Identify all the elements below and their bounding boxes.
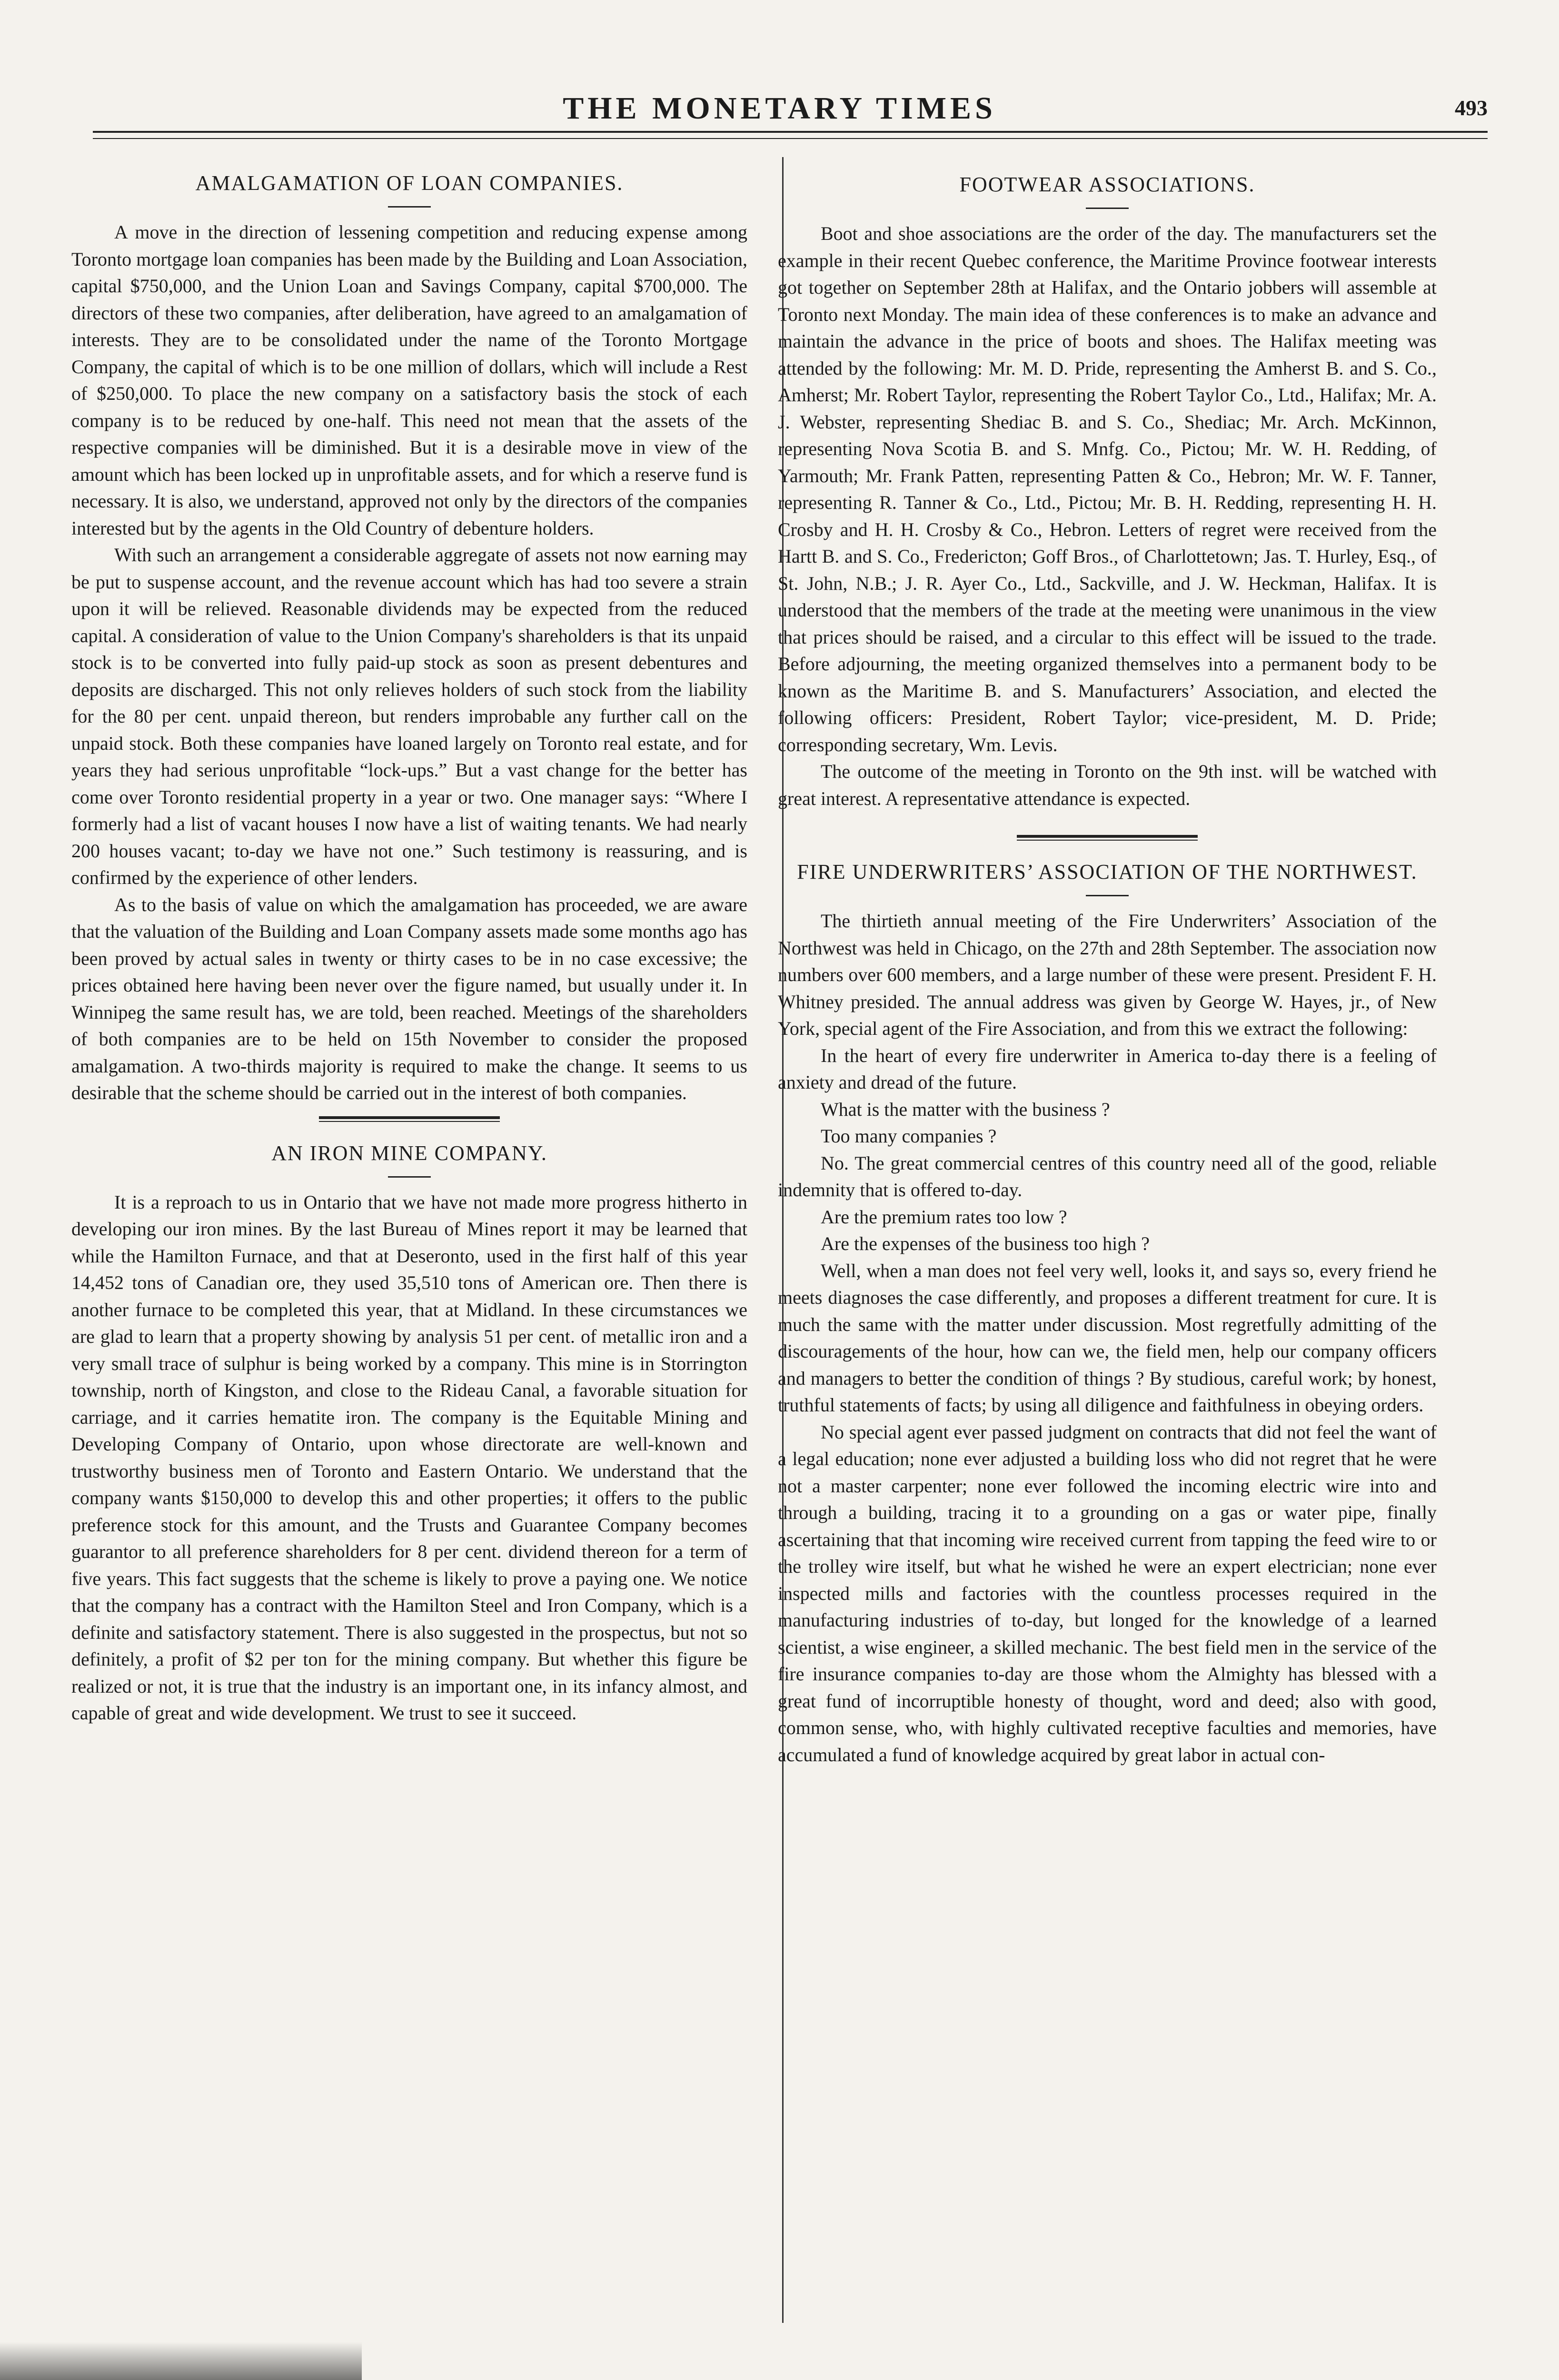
article-paragraph: In the heart of every fire underwriter in America to-day there is a feeling of anxiety and dread of the future.	[778, 1044, 1437, 1093]
heading-rule	[1086, 208, 1129, 209]
page-number: 493	[1455, 96, 1488, 120]
article-paragraph: With such an arrangement a considerable aggregate of assets not now earning may be put to suspense account, and the revenue account which has had too severe a strain upon it will be relieved. Reasonable dividends may be expected from the reduced capital. A consideration of value to the Union Company's shareholders is that its unpaid stock is to be converted into fully paid-up stock as soon as present debentures and deposits are discharged. This not only relieves holders of such stock from the liability for the 80 per cent. unpaid thereon, but renders improbable any further call on the unpaid stock. Both these companies have loaned largely on Toronto real estate, and for years they had serious unprofitable “lock-ups.” But a vast change for the better has come over Toronto residential property in a year or two. One manager says: “Where I formerly had a list of vacant houses I now have a list of waiting tenants. We had nearly 200 houses vacant; to-day we have not one.” Such testimony is reassuring, and is confirmed by the experience of other lenders.	[71, 544, 747, 888]
article-paragraph: Boot and shoe associations are the order of the day. The manufacturers set the example in their recent Quebec conference, the Maritime Province footwear interests got together on September 28th at Halifax, and the Ontario jobbers will assemble at Toronto next Monday. The main idea of these conferences is to make an advance and maintain the advance in the price of boots and shoes. The Halifax meeting was attended by the following: Mr. M. D. Pride, representing the Amherst B. and S. Co., Amherst; Mr. Robert Taylor, representing the Robert Taylor Co., Ltd., Halifax; Mr. A. J. Webster, representing Shediac B. and S. Co., Shediac; Mr. Arch. McKinnon, representing Nova Scotia B. and S. Mnfg. Co., Pictou; Mr. W. H. Redding, of Yarmouth; Mr. Frank Patten, representing Patten & Co., Hebron; Mr. W. F. Tanner, representing R. Tanner & Co., Ltd., Pictou; Mr. B. H. Redding, representing H. H. Crosby and H. H. Crosby & Co., Hebron. Letters of regret were received from the Hartt B. and S. Co., Fredericton; Goff Bros., of Charlottetown; Jas. T. Hurley, Esq., of St. John, N.B.; J. R. Ayer Co., Ltd., Sackville, and J. W. Heckman, Halifax. It is understood that the members of the trade at the meeting were unanimous in the view that prices should be raised, and a circular to this effect will be issued to the trade. Before adjourning, the meeting organized themselves into a permanent body to be known as the Maritime B. and S. Manufacturers’ Association, and elected the following officers: President, Robert Taylor; vice-president, M. D. Pride; corresponding secretary, Wm. Levis.	[778, 223, 1437, 755]
section-separator	[1017, 835, 1198, 838]
article-paragraph: No. The great commercial centres of this country need all of the good, reliable indemnity that is offered to-day.	[778, 1152, 1437, 1200]
section-separator	[319, 1116, 500, 1119]
heading-rule	[1086, 895, 1129, 896]
article-paragraph: No special agent ever passed judgment on contracts that did not feel the want of a legal education; none ever adjusted a building loss who did not regret that he were not a master carpenter; none ever followed the incoming electric wire into and through a building, tracing it to a grounding on a gas or water pipe, finally ascertaining that that incoming wire received current from tapping the feed wire to or the trolley wire itself, but what he wished he were an expert electrician; none ever inspected mills and factories with the countless processes required in the manufacturing industries of to-day, but longed for the knowledge of a learned scientist, a wise engineer, a skilled mechanic. The best field men in the service of the fire insurance companies to-day are those whom the Almighty has blessed with a great fund of incorruptible honesty of thought, word and deed; also with good, common sense, who, with highly cultivated receptive faculties and memories, have accumulated a fund of knowledge acquired by great labor in actual con-	[778, 1421, 1437, 1765]
article-paragraph: Are the expenses of the business too high ?	[821, 1233, 1150, 1254]
article-heading-amalgamation: AMALGAMATION OF LOAN COMPANIES.	[195, 171, 624, 195]
article-paragraph: Well, when a man does not feel very well, looks it, and says so, every friend he meets diagnoses the case differently, and proposes a different treatment for cure. It is much the same with the matter under discussion. Most regretfully admitting of the discouragements of the hour, how can we, the field men, help our company officers and managers to better the condition of things ? By studious, careful work; by honest, truthful statements of facts; by using all diligence and faithfulness in obeying orders.	[778, 1259, 1437, 1416]
article-paragraph: A move in the direction of lessening competition and reducing expense among Toronto mortgage loan companies has been made by the Building and Loan Association, capital $750,000, and the Union Loan and Savings Company, capital $700,000. The directors of these two companies, after deliberation, have agreed to an amalgamation of interests. They are to be consolidated under the name of the Toronto Mortgage Company, the capital of which is to be one million of dollars, which will include a Rest of $250,000. To place the new company on a satisfactory basis the stock of each company is to be reduced by one-half. This need not mean that the assets of the respective companies will be diminished. But it is a desirable move in view of the amount which has been locked up in unprofitable assets, and for which a reserve fund is necessary. It is also, we understand, approved not only by the directors of the companies interested but by the agents in the Old Country of debenture holders.	[71, 221, 747, 539]
right-column	[778, 166, 1437, 1768]
article-heading-fire-underwriters: FIRE UNDERWRITERS’ ASSOCIATION OF THE NORTHWEST.	[797, 860, 1418, 883]
scan-shadow	[0, 2342, 362, 2380]
article-paragraph: Too many companies ?	[821, 1125, 997, 1147]
article-heading-iron-mine: AN IRON MINE COMPANY.	[271, 1141, 547, 1165]
article-paragraph: Are the premium rates too low ?	[821, 1206, 1067, 1228]
heading-rule	[388, 206, 431, 208]
section-separator-thin	[1017, 840, 1198, 841]
article-paragraph: As to the basis of value on which the amalgamation has proceeded, we are aware that the valuation of the Building and Loan Company assets made some months ago has been proved by actual sales in twenty or thirty cases to be in no case excessive; the prices obtained here having been never over the figure named, but usually under it. In Winnipeg the same result has, we are told, been reached. Meetings of the shareholders of both companies are to be held on 15th November to consider the proposed amalgamation. A two-thirds majority is required to make the change. It seems to us desirable that the scheme should be carried out in the interest of both companies.	[71, 893, 747, 1103]
masthead-rule-thin	[93, 138, 1488, 139]
article-paragraph: The thirtieth annual meeting of the Fire Underwriters’ Association of the Northwest was held in Chicago, on the 27th and 28th September. The association now numbers over 600 members, and a large number of these were present. President F. H. Whitney presided. The annual address was given by George W. Hayes, jr., of New York, special agent of the Fire Association, and from this we extract the following:	[778, 910, 1437, 1039]
article-heading-footwear: FOOTWEAR ASSOCIATIONS.	[959, 173, 1255, 196]
article-paragraph: What is the matter with the business ?	[821, 1098, 1110, 1120]
article-paragraph: It is a reproach to us in Ontario that we have not made more progress hitherto in developing our iron mines. By the last Bureau of Mines report it may be learned that while the Hamilton Furnace, and that at Deseronto, used in the first half of this year 14,452 tons of Canadian ore, they used 35,510 tons of American ore. Then there is another furnace to be completed this year, that at Midland. In these circumstances we are glad to learn that a property showing by analysis 51 per cent. of metallic iron and a very small trace of sulphur is being worked by a company. This mine is in Storrington township, north of Kingston, and close to the Rideau Canal, a favorable situation for carriage, and it carries hematite iron. The company is the Equitable Mining and Developing Company of Ontario, upon whose directorate are well-known and trustworthy business men of Toronto and Eastern Ontario. We understand that the company wants $150,000 to develop this and other properties; it offers to the public preference stock for this amount, and the Trusts and Guarantee Company becomes guarantor to all preference shareholders for 8 per cent. dividend thereon for a term of five years. This fact suggests that the scheme is likely to prove a paying one. We notice that the company has a contract with the Hamilton Steel and Iron Company, which is a definite and satisfactory statement. There is also suggested in the prospectus, but not so definitely, a profit of $2 per ton for the mining company. But whether this figure be realized or not, it is true that the industry is an important one, in its infancy almost, and capable of great and wide development. We trust to see it succeed.	[71, 1191, 747, 1724]
left-column	[71, 164, 747, 1727]
masthead-rule	[93, 131, 1488, 133]
section-separator-thin	[319, 1121, 500, 1122]
heading-rule	[388, 1176, 431, 1178]
article-paragraph: The outcome of the meeting in Toronto on the 9th inst. will be watched with great interest. A representative attendance is expected.	[778, 761, 1437, 809]
masthead-title: THE MONETARY TIMES	[563, 91, 996, 126]
